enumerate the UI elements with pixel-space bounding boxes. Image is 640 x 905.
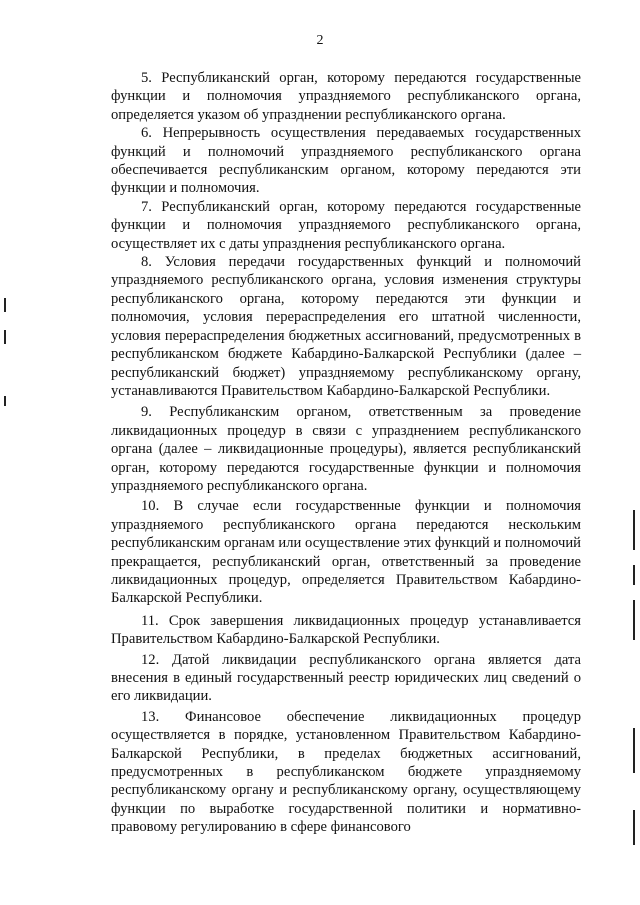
scan-mark-right-1 bbox=[633, 510, 635, 550]
paragraph-9: 9. Республиканским органом, ответственным за проведение ликвидационных процедур в связи с упразднением республиканского органа (далее – ликвидационные процедуры), является республиканский орган, которому передаются государственные функции и полномочия упраздняемого республиканского органа. bbox=[111, 404, 581, 494]
scan-mark-right-3 bbox=[633, 600, 635, 640]
paragraph-11: 11. Срок завершения ликвидационных процедур устанавливается Правительством Кабардино-Балкарской Республики. bbox=[111, 612, 581, 648]
paragraph-10: 10. В случае если государственные функции и полномочия упраздняемого республиканского органа передаются нескольким республиканским органам или осуществление этих функций и полномочий прекращается, республиканский орган, ответственный за проведение ликвидационных процедур, определяется Правительством Кабардино-Балкарской Республики. bbox=[111, 498, 581, 607]
scan-mark-right-5 bbox=[633, 810, 635, 845]
paragraph-6: 6. Непрерывность осуществления передаваемых государственных функций и полномочий упраздняемого республиканского органа обеспечивается республиканским органом, которому передаются эти функции и полномочия. bbox=[111, 125, 581, 197]
scan-mark-right-4 bbox=[633, 728, 635, 773]
scan-mark-left-3 bbox=[4, 396, 6, 406]
paragraph-8: 8. Условия передачи государственных функций и полномочий упраздняемого республиканского органа, условия изменения структуры республиканского органа, которому передаются эти функции и полномочия, условия перераспределения его штатной численности, условия перераспределения бюджетных ассигнований, предусмотренных в республиканском бюджете Кабардино-Балкарской Республики (далее – республиканский бюджет) упраздняемому республиканскому органу, устанавливаются Правительством Кабардино-Балкарской Республики. bbox=[111, 254, 581, 399]
paragraph-7: 7. Республиканский орган, которому передаются государственные функции и полномочия упраздняемого республиканского органа, осуществляет их с даты упразднения республиканского органа. bbox=[111, 198, 581, 252]
paragraph-13: 13. Финансовое обеспечение ликвидационных процедур осуществляется в порядке, установленном Правительством Кабардино-Балкарской Республики, в пределах бюджетных ассигнований, предусмотренных в республиканском бюджете упраздняемому республиканскому органу и республиканскому органу, осуществляющему функции по выработке государственной политики и нормативно-правовому регулированию в сфере финансового bbox=[111, 708, 581, 836]
scan-mark-left-1 bbox=[4, 298, 6, 312]
document-body bbox=[111, 69, 581, 837]
paragraph-12: 12. Датой ликвидации республиканского органа является дата внесения в единый государственный реестр юридических лиц сведений о его ликвидации. bbox=[111, 651, 581, 705]
paragraph-5: 5. Республиканский орган, которому передаются государственные функции и полномочия упраздняемого республиканского органа, определяется указом об упразднении республиканского органа. bbox=[111, 70, 581, 123]
page-number: 2 bbox=[316, 33, 324, 48]
scan-mark-left-2 bbox=[4, 330, 6, 344]
scan-mark-right-2 bbox=[633, 565, 635, 585]
